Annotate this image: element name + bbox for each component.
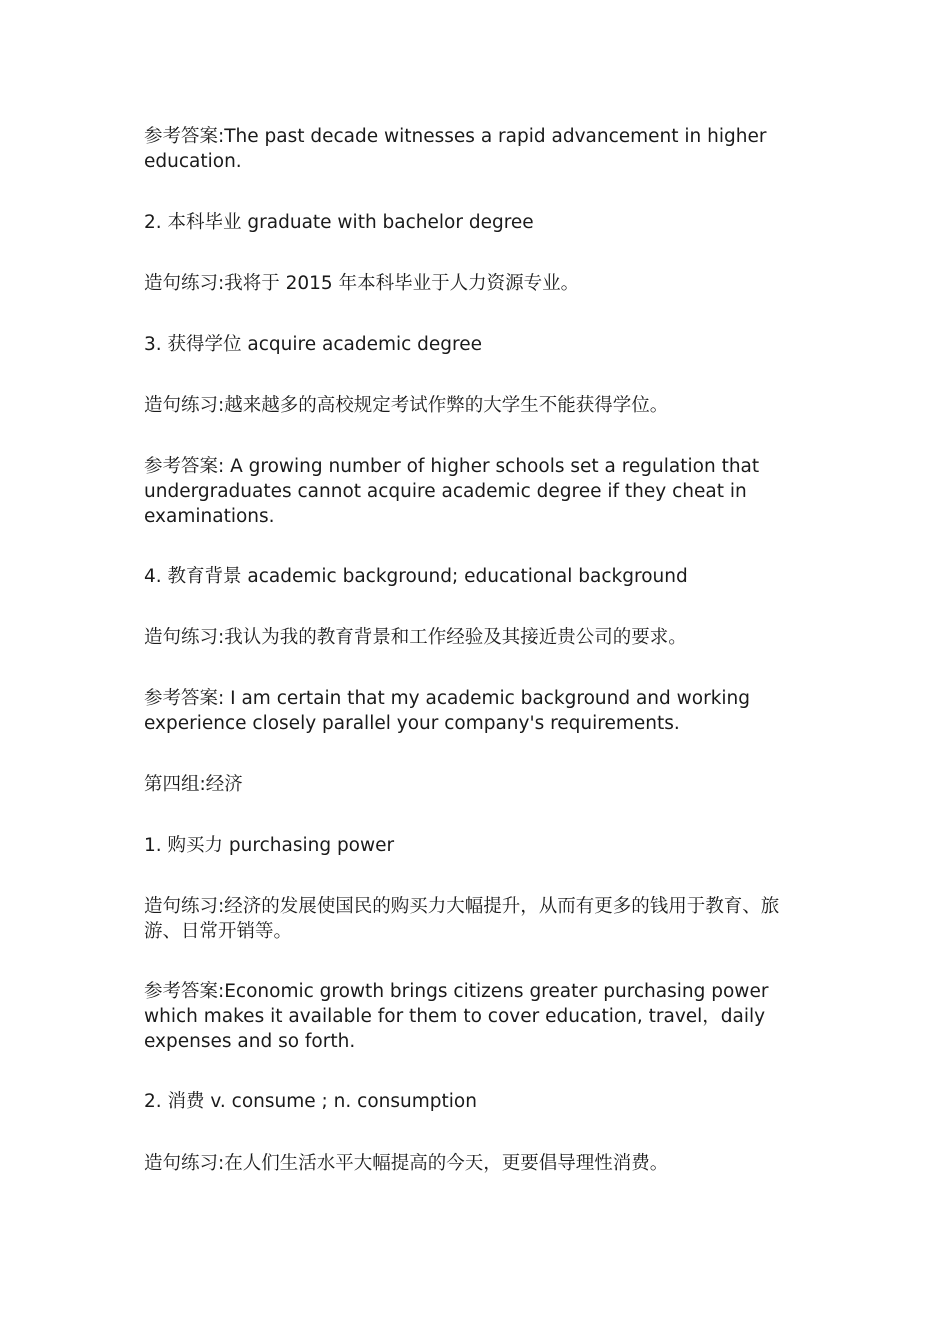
answer-paragraph: 参考答案: A growing number of higher schools set a regulation that undergraduates cannot acquire academic degree if they cheat in examinations. — [144, 456, 760, 527]
section-heading: 第四组:经济 — [144, 774, 243, 795]
answer-paragraph: 参考答案:Economic growth brings citizens greater purchasing power which makes it available for them to cover education, travel，daily expenses and so forth. — [144, 981, 769, 1052]
exercise-paragraph: 造句练习:我认为我的教育背景和工作经验及其接近贵公司的要求。 — [144, 627, 687, 648]
vocab-heading: 2. 本科毕业 graduate with bachelor degree — [144, 212, 534, 233]
answer-paragraph: 参考答案: I am certain that my academic background and working experience closely parallel your company's requirements. — [144, 688, 751, 734]
exercise-paragraph: 造句练习:我将于 2015 年本科毕业于人力资源专业。 — [144, 273, 580, 294]
exercise-paragraph: 造句练习:越来越多的高校规定考试作弊的大学生不能获得学位。 — [144, 395, 669, 416]
answer-paragraph: 参考答案:The past decade witnesses a rapid advancement in higher education. — [144, 126, 767, 172]
vocab-heading: 3. 获得学位 acquire academic degree — [144, 334, 483, 355]
exercise-paragraph: 造句练习:在人们生活水平大幅提高的今天，更要倡导理性消费。 — [144, 1153, 669, 1174]
vocab-heading: 2. 消费 v. consume ; n. consumption — [144, 1091, 477, 1112]
vocab-heading: 4. 教育背景 academic background; educational background — [144, 566, 688, 587]
exercise-paragraph: 造句练习:经济的发展使国民的购买力大幅提升，从而有更多的钱用于教育、旅游、日常开销等。 — [144, 896, 780, 942]
vocab-heading: 1. 购买力 purchasing power — [144, 835, 395, 856]
